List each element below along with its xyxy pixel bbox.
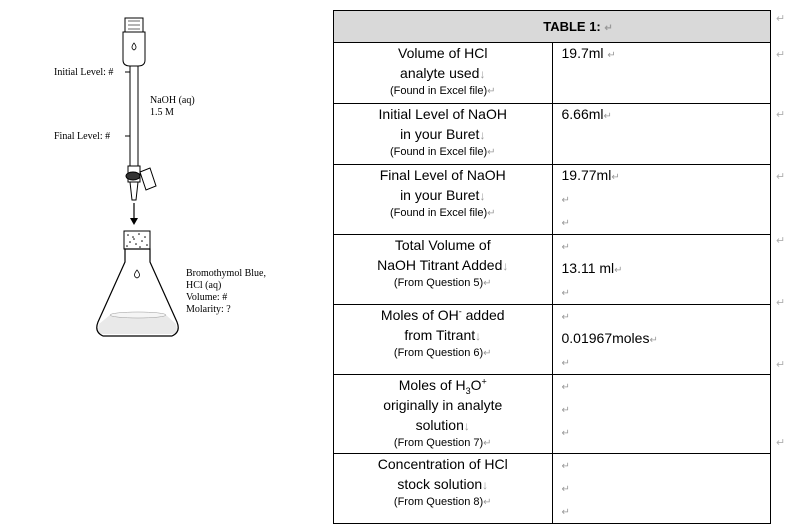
question-source: (From Question 6) <box>393 347 484 359</box>
end-of-row-mark: ↵ <box>776 13 786 25</box>
buret-contents-label <box>150 95 195 119</box>
answer-value: 19.7ml <box>561 45 604 61</box>
question-line: NaOH Titrant Added <box>377 257 503 273</box>
question-source: (From Question 7) <box>393 437 484 449</box>
end-of-row-mark: ↵ <box>776 235 786 247</box>
flask-contents-label <box>186 268 266 316</box>
row-answer-cell[interactable] <box>552 305 771 375</box>
question-source: (Found in Excel file) <box>389 85 488 97</box>
question-line: from Titrant <box>404 327 476 343</box>
table-title-row <box>334 11 771 43</box>
question-source-line: (From Question 7)↵ <box>393 437 492 449</box>
flask-molarity: Molarity: ? <box>186 304 231 315</box>
answer-line: ↵ <box>561 382 570 393</box>
question-line-wrap: solution↓ <box>415 417 470 433</box>
question-source: (Found in Excel file) <box>389 146 488 158</box>
flask-volume: Volume: # <box>186 292 228 303</box>
answer-line: ↵ <box>561 428 570 439</box>
row-question-cell[interactable] <box>334 305 553 375</box>
initial-level-label: Initial Level: # <box>54 67 114 78</box>
row-question-cell[interactable] <box>334 43 553 104</box>
final-level-label: Final Level: # <box>54 131 111 142</box>
question-line-wrap: NaOH Titrant Added↓ <box>377 257 509 273</box>
question-line: Moles of OH- added <box>380 306 505 323</box>
flask-analyte: HCl (aq) <box>186 280 222 291</box>
table-title: TABLE 1: <box>543 19 601 34</box>
row-answer-cell[interactable] <box>552 165 771 235</box>
answer-line: 6.66ml↵ <box>561 106 612 122</box>
question-source-line: (From Question 8)↵ <box>393 496 492 508</box>
answer-line: 13.11 ml↵ <box>561 260 623 276</box>
answer-value: 13.11 ml <box>561 260 615 276</box>
buret-solution-name: NaOH (aq) <box>150 95 195 106</box>
end-of-row-mark: ↵ <box>776 109 786 121</box>
question-line: Volume of HCl <box>398 45 488 61</box>
table-row <box>334 43 771 104</box>
question-line: Concentration of HCl <box>377 456 508 472</box>
table-title-cell: TABLE 1: ↵ <box>334 11 771 43</box>
end-of-row-mark: ↵ <box>776 437 786 449</box>
table-row <box>334 165 771 235</box>
question-source-line: (Found in Excel file)↵ <box>389 207 496 219</box>
results-table <box>333 10 771 524</box>
answer-line: ↵ <box>561 195 570 206</box>
table-row <box>334 305 771 375</box>
answer-line: ↵ <box>561 461 570 472</box>
row-question-cell[interactable] <box>334 235 553 305</box>
question-line: Initial Level of NaOH <box>378 106 507 122</box>
row-answer-cell[interactable] <box>552 454 771 524</box>
question-source-line: (Found in Excel file)↵ <box>389 85 496 97</box>
answer-value: 6.66ml <box>561 106 604 122</box>
question-line: analyte used <box>400 65 480 81</box>
question-line: Total Volume of <box>394 237 491 253</box>
question-source-line: (From Question 5)↵ <box>393 277 492 289</box>
row-question-cell[interactable] <box>334 165 553 235</box>
titration-diagram <box>0 0 330 521</box>
answer-line: ↵ <box>561 507 570 518</box>
answer-line: ↵ <box>561 358 570 369</box>
row-answer-cell[interactable] <box>552 43 771 104</box>
question-source-line: (From Question 6)↵ <box>393 347 492 359</box>
answer-value: 19.77ml <box>561 167 612 183</box>
question-line: originally in analyte <box>383 397 503 413</box>
question-line: stock solution <box>397 476 483 492</box>
question-line: in your Buret <box>400 126 480 142</box>
question-line: solution <box>415 417 464 433</box>
row-answer-cell[interactable] <box>552 375 771 454</box>
titration-apparatus-drawing <box>0 0 330 521</box>
end-of-row-mark: ↵ <box>776 359 786 371</box>
answer-line: ↵ <box>561 312 570 323</box>
question-line-wrap: stock solution↓ <box>397 476 489 492</box>
answer-line: 19.7ml ↵ <box>561 45 616 61</box>
table-row <box>334 375 771 454</box>
row-question-cell[interactable] <box>334 104 553 165</box>
question-source-line: (Found in Excel file)↵ <box>389 146 496 158</box>
answer-line: 0.01967moles↵ <box>561 330 658 346</box>
answer-value: 0.01967moles <box>561 330 650 346</box>
question-line-wrap: from Titrant↓ <box>404 327 482 343</box>
answer-line: ↵ <box>561 405 570 416</box>
buret-solution-molarity: 1.5 M <box>150 107 174 118</box>
row-answer-cell[interactable] <box>552 104 771 165</box>
row-question-cell[interactable] <box>334 375 553 454</box>
answer-line: ↵ <box>561 218 570 229</box>
row-answer-cell[interactable] <box>552 235 771 305</box>
end-of-row-mark: ↵ <box>776 49 786 61</box>
question-line: Final Level of NaOH <box>379 167 506 183</box>
table-row <box>334 104 771 165</box>
table-row <box>334 454 771 524</box>
question-line-wrap: in your Buret↓ <box>400 187 486 203</box>
question-line-wrap: in your Buret↓ <box>400 126 486 142</box>
answer-line: ↵ <box>561 484 570 495</box>
answer-line: 19.77ml↵ <box>561 167 620 183</box>
table-row <box>334 235 771 305</box>
end-of-row-mark: ↵ <box>776 171 786 183</box>
flask-indicator: Bromothymol Blue, <box>186 268 266 279</box>
question-line: Moles of $H_3O^+$ <box>398 376 487 396</box>
question-source: (From Question 5) <box>393 277 484 289</box>
question-line: in your Buret <box>400 187 480 203</box>
question-source: (Found in Excel file) <box>389 207 488 219</box>
answer-line: ↵ <box>561 288 570 299</box>
question-source: (From Question 8) <box>393 496 484 508</box>
answer-line: ↵ <box>561 242 570 253</box>
row-question-cell[interactable] <box>334 454 553 524</box>
end-of-row-mark: ↵ <box>776 297 786 309</box>
question-line-wrap: analyte used↓ <box>400 65 486 81</box>
